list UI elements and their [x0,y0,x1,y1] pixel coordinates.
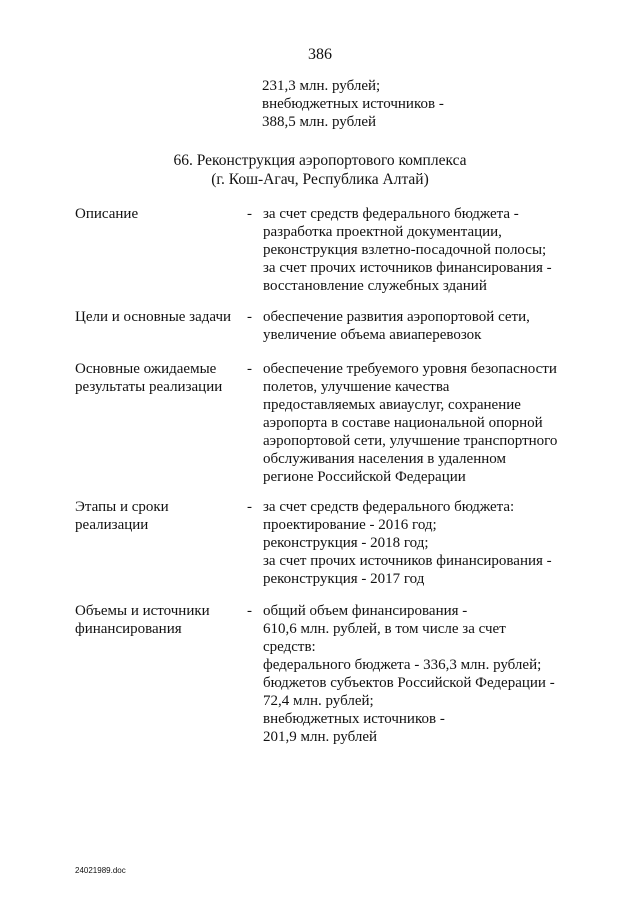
row-value-line: за счет средств федерального бюджета: [263,499,515,515]
row-value-line: 72,4 млн. рублей; [263,693,374,709]
row-label-line: финансирования [75,621,182,637]
row-label [75,602,245,638]
row-value-line: внебюджетных источников - [263,711,445,727]
row-value-line: увеличение объема авиаперевозок [263,327,482,343]
row-value-line: реконструкция - 2018 год; [263,535,429,551]
row-value-line: регионе Российской Федерации [263,469,466,485]
row-value-line: за счет прочих источников финансирования - [263,553,552,569]
row-label [75,205,245,223]
row-value-line: 201,9 млн. рублей [263,729,378,745]
row-value [263,602,583,746]
section-title-line: (г. Кош-Агач, Республика Алтай) [211,171,429,188]
row-label [75,360,245,396]
row-label [75,498,245,534]
row-label-line: Цели и основные задачи [75,309,232,325]
row-value-line: обеспечение требуемого уровня безопасности [263,361,557,377]
row-value-line: обеспечение развития аэропортовой сети, [263,309,530,325]
row-value-line: реконструкция - 2017 год [263,571,425,587]
section-title [0,151,640,189]
row-value-line: 610,6 млн. рублей, в том числе за счет [263,621,506,637]
row-value-line: разработка проектной документации, [263,224,502,240]
row-dash: - [247,361,252,377]
row-value-line: предоставляемых авиауслуг, сохранение [263,397,521,413]
row-label-line: Этапы и сроки [75,499,169,515]
row-dash: - [247,309,252,325]
row-value-line: проектирование - 2016 год; [263,517,437,533]
row-value-line: полетов, улучшение качества [263,379,450,395]
row-value [263,308,583,344]
row-value-line: аэропортовой сети, улучшение транспортного [263,433,558,449]
row-dash: - [247,206,252,222]
row-value-line: общий объем финансирования - [263,603,468,619]
section-title-line: 66. Реконструкция аэропортового комплекса [173,152,467,169]
document-footer: 24021989.doc [75,866,126,875]
row-value [263,205,583,295]
row-dash: - [247,499,252,515]
row-label-line: Основные ожидаемые [75,361,217,377]
row-dash: - [247,603,252,619]
row-label-line: Объемы и источники [75,603,210,619]
row-value-line: аэропорта в составе национальной опорной [263,415,543,431]
row-value-line: за счет прочих источников финансирования - [263,260,552,276]
row-value-line: за счет средств федерального бюджета - [263,206,519,222]
row-label-line: результаты реализации [75,379,223,395]
row-value-line: федерального бюджета - 336,3 млн. рублей; [263,657,542,673]
intro-continuation [262,77,444,131]
row-value [263,498,583,588]
row-label [75,308,245,326]
row-value-line: восстановление служебных зданий [263,278,487,294]
intro-line: внебюджетных источников - [262,96,444,112]
row-value [263,360,583,486]
row-label-line: Описание [75,206,139,222]
row-value-line: реконструкция взлетно-посадочной полосы; [263,242,547,258]
intro-line: 388,5 млн. рублей [262,114,377,130]
row-value-line: бюджетов субъектов Российской Федерации - [263,675,555,691]
intro-line: 231,3 млн. рублей; [262,78,381,94]
row-label-line: реализации [75,517,149,533]
row-value-line: средств: [263,639,316,655]
page-number: 386 [308,46,332,63]
row-value-line: обслуживания населения в удаленном [263,451,506,467]
